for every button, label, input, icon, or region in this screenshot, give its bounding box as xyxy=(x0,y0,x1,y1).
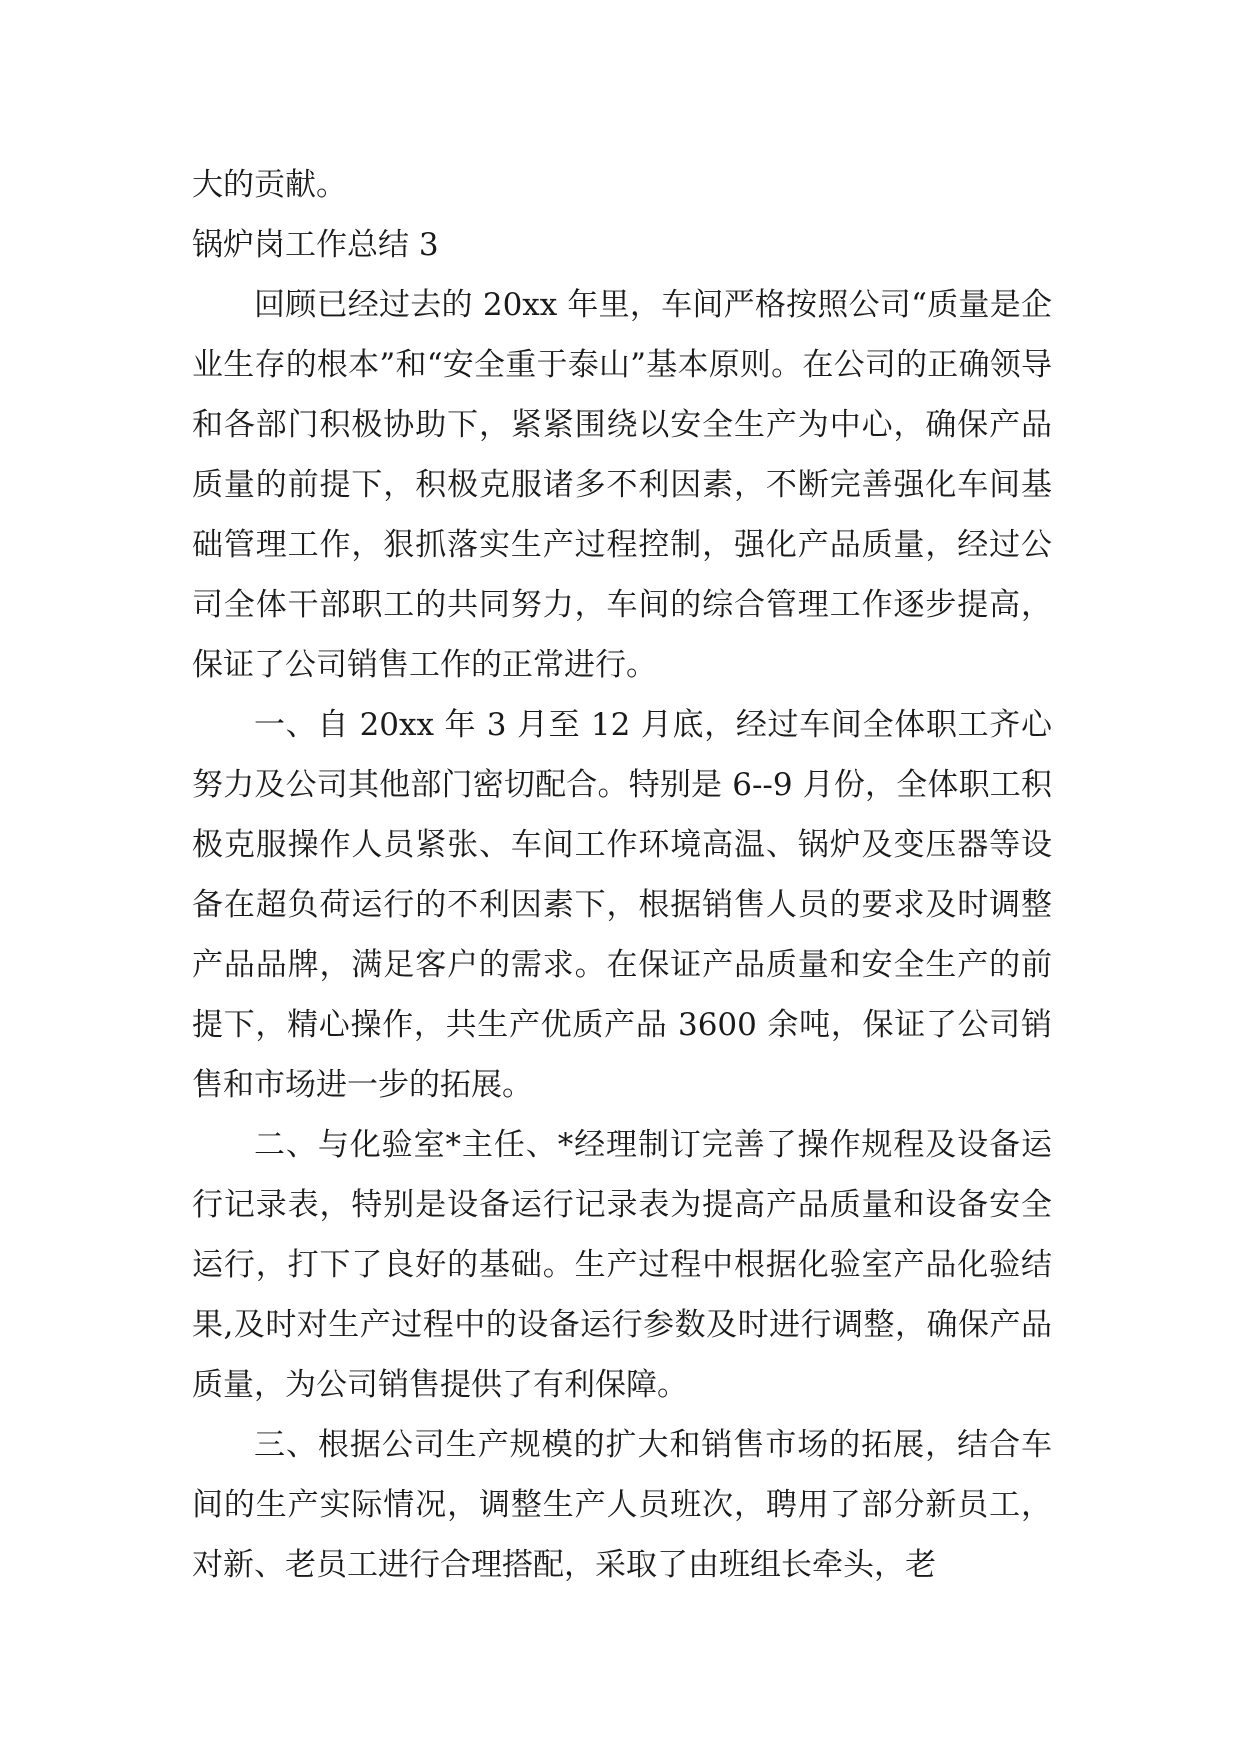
paragraph-item-1: 一、自 20xx 年 3 月至 12 月底，经过车间全体职工齐心努力及公司其他部门密切配合。特别是 6--9 月份，全体职工积极克服操作人员紧张、车间工作环境高温、锅炉及变压器等设备在超负荷运行的不利因素下，根据销售人员的要求及时调整产品品牌，满足客户的需求。在保证产品质量和安全生产的前提下，精心操作，共生产优质产品 3600 余吨，保证了公司销售和市场进一步的拓展。 xyxy=(192,707,1052,1103)
paragraph-item-3: 三、根据公司生产规模的扩大和销售市场的拓展，结合车间的生产实际情况，调整生产人员班次，聘用了部分新员工，对新、老员工进行合理搭配，采取了由班组长牵头，老 xyxy=(192,1427,1052,1583)
paragraph-intro: 回顾已经过去的 20xx 年里，车间严格按照公司“质量是企业生存的根本”和“安全重于泰山”基本原则。在公司的正确领导和各部门积极协助下，紧紧围绕以安全生产为中心，确保产品质量的前提下，积极克服诸多不利因素，不断完善强化车间基础管理工作，狠抓落实生产过程控制，强化产品质量，经过公司全体干部职工的共同努力，车间的综合管理工作逐步提高，保证了公司销售工作的正常进行。 xyxy=(192,287,1052,683)
continuation-text: 大的贡献。 xyxy=(192,167,347,203)
document-body xyxy=(192,155,1052,1595)
section-heading: 锅炉岗工作总结 3 xyxy=(192,227,439,263)
paragraph-item-2: 二、与化验室*主任、*经理制订完善了操作规程及设备运行记录表，特别是设备运行记录表为提高产品质量和设备安全运行，打下了良好的基础。生产过程中根据化验室产品化验结果,及时对生产过程中的设备运行参数及时进行调整，确保产品质量，为公司销售提供了有利保障。 xyxy=(192,1127,1052,1403)
